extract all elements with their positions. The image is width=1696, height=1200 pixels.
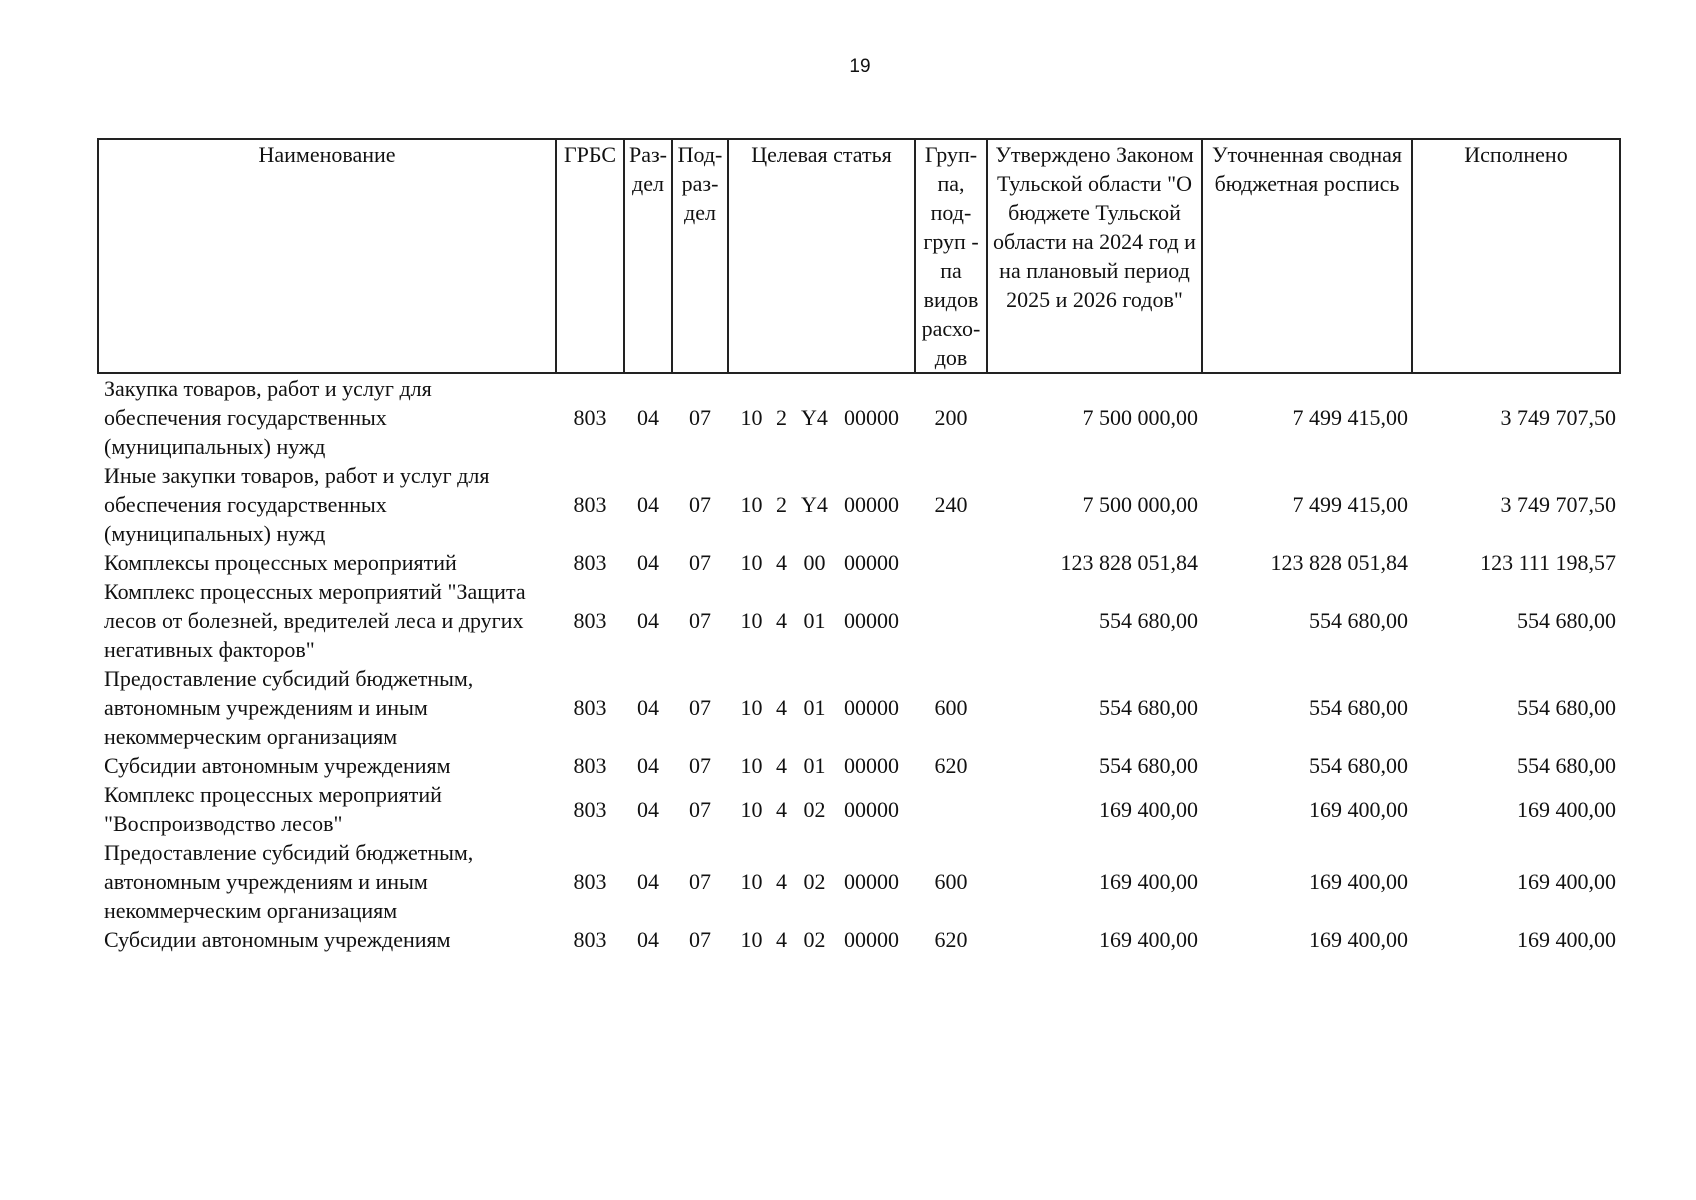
header-name: Наименование [98,139,556,373]
row-specified: 554 680,00 [1309,753,1408,778]
ts-program: 10 [740,608,763,633]
row-executed: 554 680,00 [1517,608,1616,633]
ts-element: 02 [803,927,826,952]
row-specified: 123 828 051,84 [1270,550,1408,575]
row-podrazdel: 07 [689,796,711,822]
header-grbs: ГРБС [556,139,624,373]
header-podrazdel: Под-раз-дел [672,139,728,373]
row-name: Закупка товаров, работ и услуг для обеспечения государственных (муниципальных) нужд [104,376,432,459]
ts-type: 4 [776,927,787,952]
row-expense-group: 620 [934,753,968,778]
row-specified: 7 499 415,00 [1292,492,1408,517]
ts-program: 10 [740,405,763,430]
row-approved: 169 400,00 [1099,927,1198,952]
ts-program: 10 [740,695,763,720]
ts-type: 4 [776,550,787,575]
row-target-article [728,925,915,954]
row-executed: 123 111 198,57 [1480,550,1616,575]
ts-element: 02 [803,869,826,894]
table-header [98,139,1620,373]
ts-direction: 00000 [844,869,899,894]
header-target-article: Целевая статья [728,139,915,373]
header-approved: Утверждено Законом Тульской области "О бюджете Тульской области на 2024 год и на плановый период 2025 и 2026 годов" [987,139,1202,373]
row-executed: 169 400,00 [1517,869,1616,894]
row-specified: 169 400,00 [1309,869,1408,894]
row-target-article [728,461,915,548]
row-specified: 554 680,00 [1309,608,1408,633]
row-expense-group [915,780,987,838]
table-row [98,780,1620,838]
row-executed: 169 400,00 [1517,796,1616,822]
row-razdel: 04 [637,492,659,517]
row-expense-group: 240 [934,492,968,517]
table-body [98,373,1620,954]
row-razdel: 04 [637,796,659,822]
row-podrazdel: 07 [689,753,711,778]
ts-program: 10 [740,927,763,952]
row-podrazdel: 07 [689,492,711,517]
row-executed: 3 749 707,50 [1500,492,1616,517]
row-approved: 7 500 000,00 [1082,405,1198,430]
row-grbs: 803 [573,796,607,822]
row-podrazdel: 07 [689,608,711,633]
row-razdel: 04 [637,405,659,430]
row-name: Комплексы процессных мероприятий [104,550,457,575]
row-name: Субсидии автономным учреждениям [104,753,451,778]
ts-element: 01 [803,753,826,778]
row-name: Комплекс процессных мероприятий "Защита лесов от болезней, вредителей леса и других негативных факторов" [104,579,526,662]
row-target-article [728,780,915,838]
row-grbs: 803 [573,405,607,430]
ts-element: Y4 [801,405,828,430]
table-row [98,838,1620,925]
row-podrazdel: 07 [689,927,711,952]
ts-program: 10 [740,550,763,575]
ts-type: 4 [776,753,787,778]
row-specified: 169 400,00 [1309,796,1408,822]
row-name: Предоставление субсидий бюджетным, автономным учреждениям и иным некоммерческим организациям [104,666,474,749]
ts-type: 4 [776,608,787,633]
row-expense-group [915,577,987,664]
ts-program: 10 [740,796,763,822]
row-razdel: 04 [637,550,659,575]
row-target-article [728,548,915,577]
ts-element: Y4 [801,492,828,517]
table-row [98,925,1620,954]
row-podrazdel: 07 [689,550,711,575]
row-grbs: 803 [573,550,607,575]
row-approved: 554 680,00 [1099,608,1198,633]
ts-direction: 00000 [844,492,899,517]
row-grbs: 803 [573,869,607,894]
ts-element: 01 [803,695,826,720]
budget-table [97,138,1621,954]
ts-element: 00 [803,550,826,575]
row-target-article [728,838,915,925]
row-target-article [728,577,915,664]
ts-direction: 00000 [844,695,899,720]
ts-type: 2 [776,492,787,517]
row-podrazdel: 07 [689,405,711,430]
header-razdel: Раз-дел [624,139,672,373]
ts-direction: 00000 [844,927,899,952]
ts-direction: 00000 [844,405,899,430]
ts-program: 10 [740,492,763,517]
ts-element: 02 [803,796,826,822]
row-approved: 7 500 000,00 [1082,492,1198,517]
row-razdel: 04 [637,927,659,952]
ts-element: 01 [803,608,826,633]
table-row [98,664,1620,751]
row-name: Субсидии автономным учреждениям [104,927,451,952]
ts-type: 4 [776,796,787,822]
header-specified: Уточненная сводная бюджетная роспись [1202,139,1412,373]
row-name: Комплекс процессных мероприятий "Воспроизводство лесов" [104,782,442,836]
row-expense-group: 620 [934,927,968,952]
row-name: Предоставление субсидий бюджетным, автономным учреждениям и иным некоммерческим организациям [104,840,474,923]
row-executed: 3 749 707,50 [1500,405,1616,430]
row-razdel: 04 [637,695,659,720]
header-executed: Исполнено [1412,139,1620,373]
row-razdel: 04 [637,608,659,633]
row-expense-group [915,548,987,577]
ts-type: 4 [776,869,787,894]
ts-direction: 00000 [844,550,899,575]
row-executed: 169 400,00 [1517,927,1616,952]
row-grbs: 803 [573,753,607,778]
page-number: 19 [849,56,871,77]
row-approved: 554 680,00 [1099,753,1198,778]
row-grbs: 803 [573,695,607,720]
ts-program: 10 [740,869,763,894]
row-razdel: 04 [637,753,659,778]
row-expense-group: 600 [934,869,968,894]
row-grbs: 803 [573,927,607,952]
row-target-article [728,373,915,461]
table-row [98,548,1620,577]
ts-direction: 00000 [844,608,899,633]
row-podrazdel: 07 [689,695,711,720]
row-approved: 169 400,00 [1099,869,1198,894]
row-specified: 7 499 415,00 [1292,405,1408,430]
row-approved: 169 400,00 [1099,796,1198,822]
row-grbs: 803 [573,608,607,633]
ts-type: 4 [776,695,787,720]
row-podrazdel: 07 [689,869,711,894]
table-row [98,373,1620,461]
ts-type: 2 [776,405,787,430]
table-row [98,751,1620,780]
row-executed: 554 680,00 [1517,753,1616,778]
row-razdel: 04 [637,869,659,894]
table-row [98,577,1620,664]
header-expense-group: Груп-па, под-груп - па видов расхо-дов [915,139,987,373]
row-target-article [728,751,915,780]
ts-direction: 00000 [844,796,899,822]
row-name: Иные закупки товаров, работ и услуг для обеспечения государственных (муниципальных) нужд [104,463,490,546]
ts-program: 10 [740,753,763,778]
row-expense-group: 200 [934,405,968,430]
row-executed: 554 680,00 [1517,695,1616,720]
row-expense-group: 600 [934,695,968,720]
ts-direction: 00000 [844,753,899,778]
table-row [98,461,1620,548]
row-target-article [728,664,915,751]
row-specified: 554 680,00 [1309,695,1408,720]
row-grbs: 803 [573,492,607,517]
row-specified: 169 400,00 [1309,927,1408,952]
row-approved: 554 680,00 [1099,695,1198,720]
row-approved: 123 828 051,84 [1060,550,1198,575]
